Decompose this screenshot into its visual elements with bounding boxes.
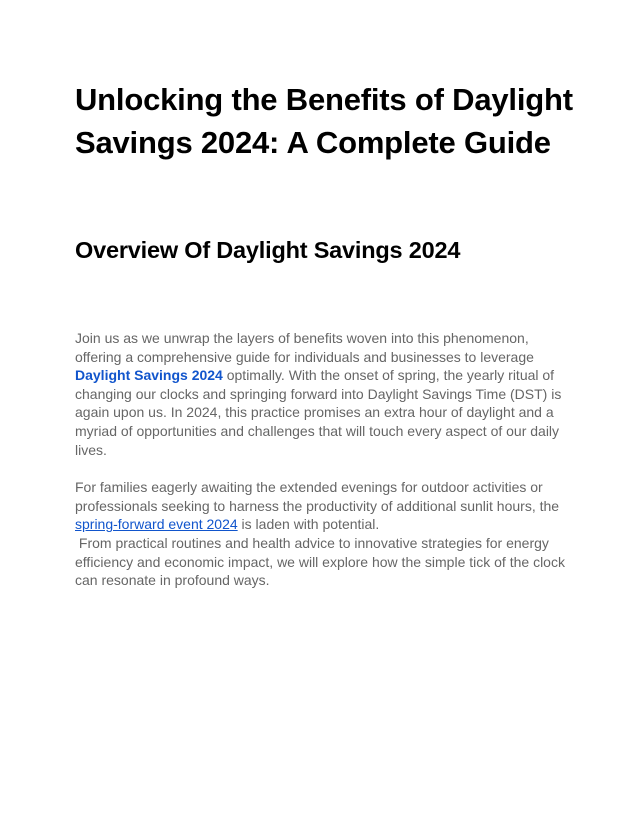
practical-routines-paragraph: From practical routines and health advice to innovative strategies for energy efficiency and economic impact, we will explore how the simple tick of the clock can resonate in profound ways.: [75, 534, 569, 589]
daylight-savings-2024-link[interactable]: Daylight Savings 2024: [75, 367, 223, 384]
intro-paragraph: [75, 329, 575, 459]
section-heading: Overview Of Daylight Savings 2024: [75, 237, 461, 263]
page-title: Unlocking the Benefits of Daylight Savings 2024: A Complete Guide: [75, 82, 573, 160]
families-text-after-link: is laden with potential.: [237, 516, 380, 533]
intro-text-before-link: Join us as we unwrap the layers of benefits woven into this phenomenon, offering a comprehensive guide for individuals and businesses to leverage: [75, 330, 534, 365]
document-page: [75, 78, 575, 590]
families-text-before-link: For families eagerly awaiting the extended evenings for outdoor activities or professionals seeking to harness the productivity of additional sunlit hours, the: [75, 479, 560, 514]
intro-text-after-link: optimally. With the onset of spring, the yearly ritual of changing our clocks and springing forward into Daylight Savings Time (DST) is again upon us. In 2024, this practice promises an extra hour of daylight and a myriad of opportunities and challenges that will touch every aspect of our daily lives.: [75, 367, 562, 458]
spring-forward-event-link[interactable]: spring-forward event 2024: [75, 516, 238, 533]
families-paragraph: [75, 478, 575, 534]
